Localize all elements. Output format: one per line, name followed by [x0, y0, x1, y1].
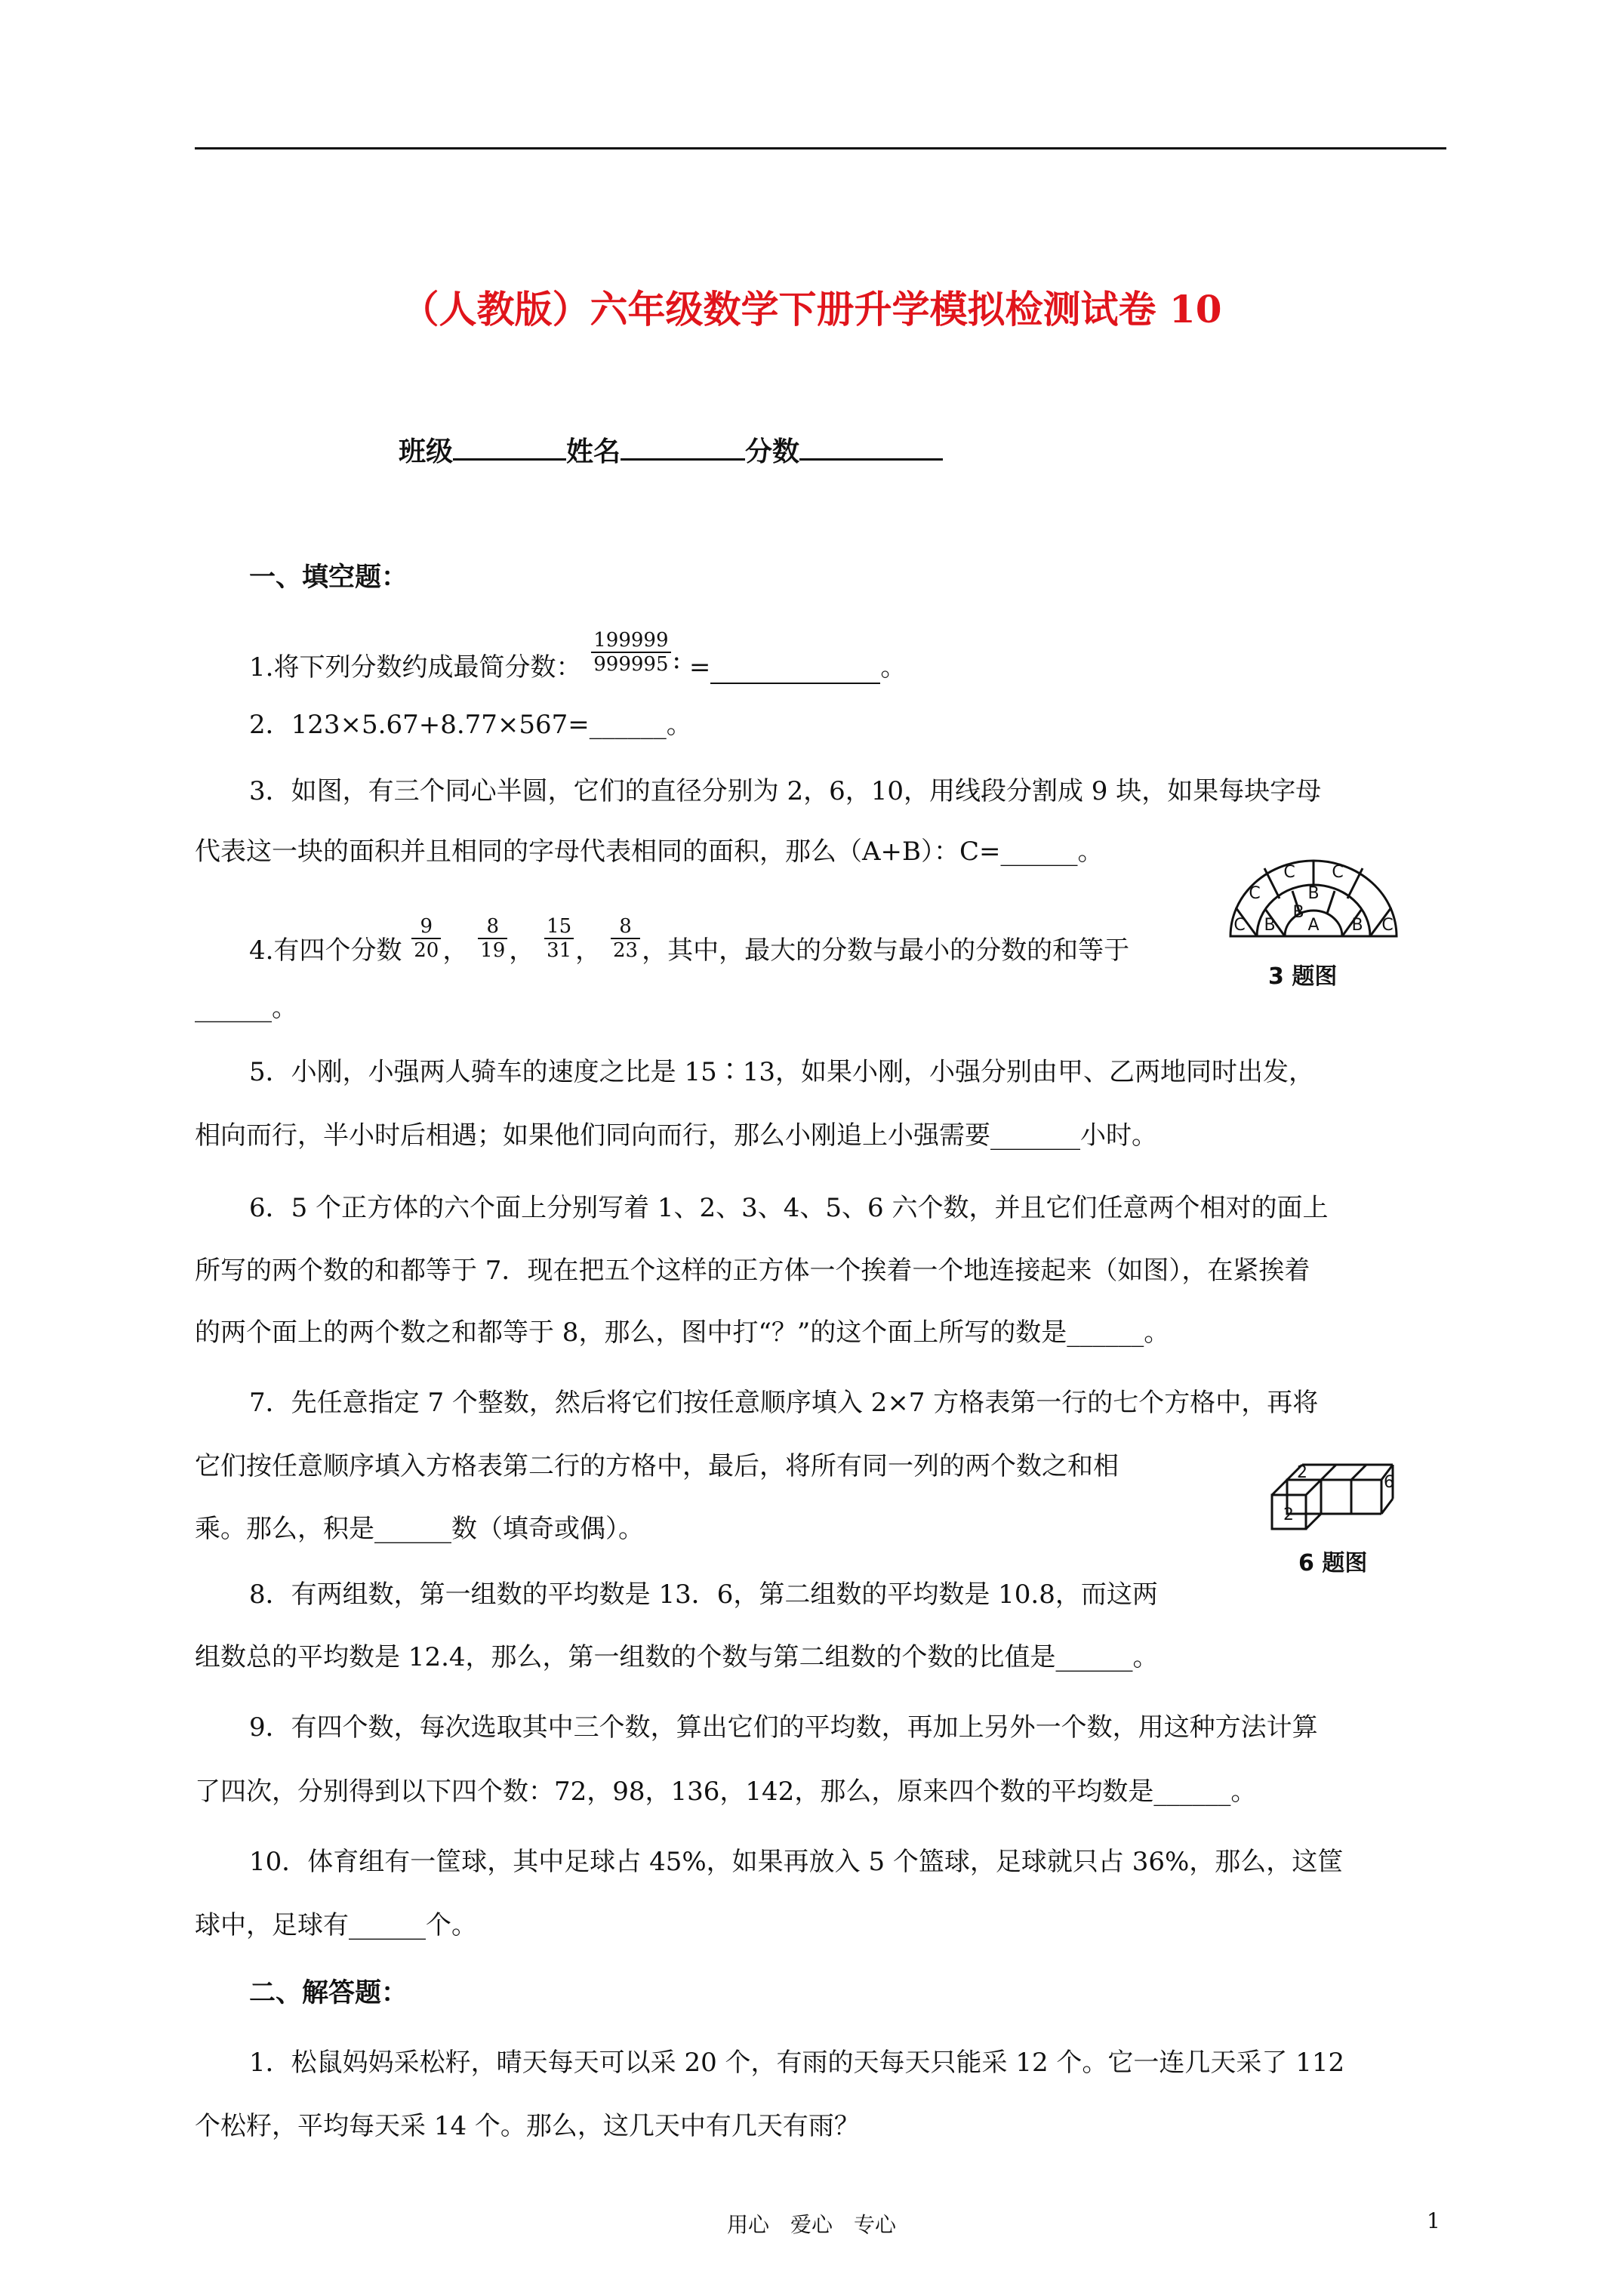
- fig3-label-c: C: [1233, 916, 1246, 935]
- page-number: 1: [1427, 2208, 1440, 2233]
- question-4-line-1: 4.有四个分数 $\frac{9}{20}$ ， $\frac{8}{19}$ ， $\frac{15}{31}$ ， $\frac{8}{23}$ ，其中，最大的分数与最小的分数的和等于: [249, 915, 1130, 966]
- class-blank: [453, 434, 566, 461]
- fig3-label-b: B: [1351, 916, 1363, 935]
- q4-fraction-3: [544, 915, 574, 962]
- fraction-denominator: 31: [547, 939, 572, 962]
- score-label: 分数: [745, 436, 800, 467]
- section-2-heading: 二、解答题：: [249, 1977, 408, 2008]
- question-2: 2．123×5.67+8.77×567=______。: [249, 710, 692, 740]
- question-1-text: 1.将下列分数约成最简分数：: [249, 652, 582, 683]
- q4-fraction-4: [611, 915, 640, 962]
- question-3-line-1: 3．如图，有三个同心半圆，它们的直径分别为 2，6，10，用线段分割成 9 块，如果每块字母: [249, 776, 1322, 806]
- question-1-equals: =: [688, 652, 711, 683]
- fig3-label-a: A: [1307, 916, 1320, 935]
- fig6-top-label: 2: [1297, 1463, 1307, 1482]
- class-label: 班级: [399, 436, 454, 467]
- figure-6-caption: 6 题图: [1298, 1550, 1368, 1576]
- answer-1-line-1: 1．松鼠妈妈采松籽，晴天每天可以采 20 个，有雨的天每天只能采 12 个。它一连几天采了 112: [249, 2048, 1345, 2078]
- fig3-label-b: B: [1307, 884, 1320, 903]
- question-8-line-1: 8．有两组数，第一组数的平均数是 13．6，第二组数的平均数是 10.8，而这两: [249, 1579, 1158, 1610]
- question-6-line-3: 的两个面上的两个数之和都等于 8，那么，图中打“？”的这个面上所写的数是______。: [195, 1318, 1170, 1348]
- section-1-heading: 一、填空题：: [249, 562, 408, 593]
- fig3-label-b: B: [1292, 903, 1304, 922]
- fig6-right-label: 6: [1384, 1473, 1394, 1492]
- fig3-label-b: B: [1264, 916, 1276, 935]
- fig3-label-c: C: [1249, 884, 1261, 903]
- q4-fraction-2: [478, 915, 507, 962]
- question-5-line-2: 相向而行，半小时后相遇；如果他们同向而行，那么小刚追上小强需要_______小时。: [195, 1120, 1157, 1151]
- question-1-blank: [710, 652, 880, 684]
- fraction-numerator: 15: [544, 915, 574, 939]
- fraction-numerator: 199999: [591, 629, 670, 653]
- name-label: 姓名: [566, 436, 621, 467]
- fig6-front-label: 2: [1283, 1505, 1294, 1524]
- figure-3-caption: 3 题图: [1268, 963, 1338, 990]
- question-6-line-2: 所写的两个数的和都等于 7．现在把五个这样的正方体一个挨着一个地连接起来（如图），在紧挨着: [195, 1256, 1310, 1286]
- fraction-denominator: 19: [480, 939, 506, 962]
- fraction-numerator: 8: [611, 915, 640, 939]
- figure-6-cubes: [1268, 1453, 1404, 1540]
- fig3-label-c: C: [1381, 916, 1394, 935]
- question-4-text: 4.有四个分数: [249, 935, 402, 966]
- document-title: （人教版）六年级数学下册升学模拟检测试卷 10: [401, 287, 1222, 331]
- question-10-line-1: 10．体育组有一筐球，其中足球占 45%，如果再放入 5 个篮球，足球就只占 36%，那么，这筐: [249, 1847, 1344, 1877]
- page-footer: 用心 爱心 专心: [726, 2212, 896, 2237]
- fig3-label-c: C: [1332, 863, 1344, 882]
- question-5-line-1: 5．小刚，小强两人骑车的速度之比是 15∶13，如果小刚，小强分别由甲、乙两地同时出发，: [249, 1057, 1314, 1087]
- name-blank: [621, 434, 745, 461]
- question-9-line-1: 9．有四个数，每次选取其中三个数，算出它们的平均数，再加上另外一个数，用这种方法计算: [249, 1712, 1318, 1743]
- question-8-line-2: 组数总的平均数是 12.4，那么，第一组数的个数与第二组数的个数的比值是______。: [195, 1642, 1159, 1672]
- question-7-line-1: 7．先任意指定 7 个整数，然后将它们按任意顺序填入 2×7 方格表第一行的七个方格中，再将: [249, 1388, 1319, 1418]
- question-1: 1.将下列分数约成最简分数： $\frac{199999}{999995}$ : = 。: [249, 629, 907, 683]
- fraction-numerator: 8: [478, 915, 507, 939]
- figure-3-semicircles: [1223, 853, 1404, 948]
- fraction-denominator: 999995: [593, 653, 669, 676]
- question-4-suffix: ，其中，最大的分数与最小的分数的和等于: [642, 935, 1130, 966]
- fig3-label-c: C: [1283, 863, 1295, 882]
- student-info-line: [399, 430, 943, 469]
- question-7-line-3: 乘。那么，积是______数（填奇或偶）。: [195, 1514, 644, 1544]
- question-3-line-2: 代表这一块的面积并且相同的字母代表相同的面积，那么（A+B）：C=______。: [195, 837, 1104, 867]
- score-blank: [799, 434, 943, 461]
- q4-fraction-1: [411, 915, 441, 962]
- question-4-line-2: ______。: [195, 993, 297, 1023]
- question-1-fraction: [591, 629, 670, 676]
- question-10-line-2: 球中，足球有______个。: [195, 1910, 477, 1940]
- fraction-denominator: 23: [612, 939, 639, 962]
- question-9-line-2: 了四次，分别得到以下四个数：72，98，136，142，那么，原来四个数的平均数是______。: [195, 1777, 1257, 1807]
- answer-1-line-2: 个松籽，平均每天采 14 个。那么，这几天中有几天有雨？: [195, 2111, 860, 2141]
- question-7-line-2: 它们按任意顺序填入方格表第二行的方格中，最后，将所有同一列的两个数之和相: [195, 1451, 1119, 1481]
- question-1-end: 。: [880, 652, 907, 683]
- question-6-line-1: 6．5 个正方体的六个面上分别写着 1、2、3、4、5、6 六个数，并且它们任意两个相对的面上: [249, 1193, 1329, 1223]
- fraction-numerator: 9: [411, 915, 441, 939]
- fraction-denominator: 20: [414, 939, 439, 962]
- header-rule: [195, 147, 1446, 149]
